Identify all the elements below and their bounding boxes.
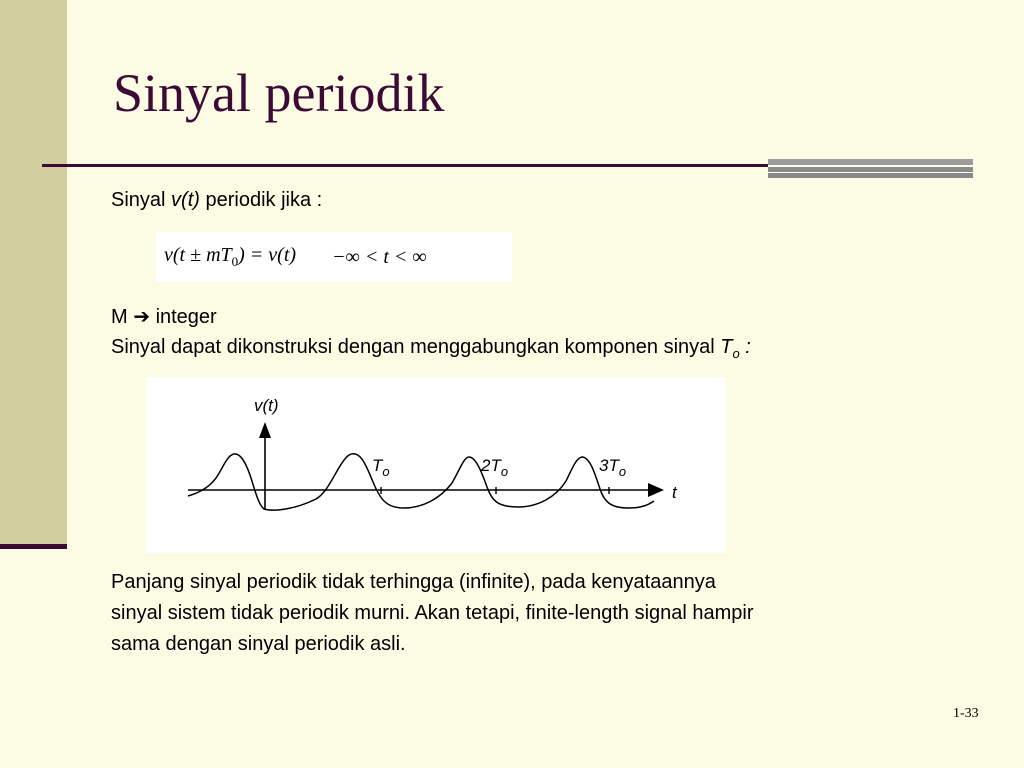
construct-colon: : xyxy=(739,336,751,358)
paragraph-line: sama dengan sinyal periodik asli. xyxy=(111,633,406,655)
x-axis-arrow-icon xyxy=(648,483,664,497)
periodic-signal-graph xyxy=(146,377,726,553)
m-text: integer xyxy=(155,306,217,328)
formula-subscript: 0 xyxy=(231,254,239,269)
periodic-signal-figure xyxy=(146,377,726,553)
left-accent-bar xyxy=(0,544,67,549)
y-axis-arrow-icon xyxy=(259,422,271,438)
construct-variable: T xyxy=(720,336,733,358)
m-label: M xyxy=(111,306,128,328)
period-label-1: $T_o$ xyxy=(372,456,390,479)
left-decorative-band xyxy=(0,0,67,548)
construct-subscript: o xyxy=(732,346,740,361)
formula-right: ) = v(t) xyxy=(238,244,297,266)
explanation-paragraph xyxy=(111,567,754,660)
signal-waveform xyxy=(188,454,654,510)
paragraph-line: Panjang sinyal periodik tidak terhingga (infinite), pada kenyataannya xyxy=(111,571,716,593)
m-integer-line xyxy=(111,305,217,329)
intro-line xyxy=(111,188,322,212)
right-arrow-icon: ➔ xyxy=(133,306,150,328)
periodicity-formula xyxy=(156,232,512,282)
title-divider xyxy=(42,164,770,167)
page-number: 1-33 xyxy=(953,706,979,721)
construct-line xyxy=(111,335,751,366)
intro-suffix: periodik jika : xyxy=(199,189,323,211)
intro-variable: v(t) xyxy=(171,189,200,211)
intro-prefix: Sinyal xyxy=(111,189,172,211)
slide-title: Sinyal periodik xyxy=(113,63,445,123)
x-axis-label: t xyxy=(672,483,677,502)
divider-accent-block xyxy=(768,159,973,178)
formula-equation xyxy=(164,244,296,270)
paragraph-line: sinyal sistem tidak periodik murni. Akan tetapi, finite-length signal hampir xyxy=(111,602,754,624)
y-axis-label: v(t) xyxy=(254,396,279,415)
formula-left: v(t ± mT xyxy=(164,244,232,266)
construct-text: Sinyal dapat dikonstruksi dengan menggabungkan komponen sinyal xyxy=(111,336,721,358)
period-label-3: $3T_o$ xyxy=(599,456,627,479)
formula-range: −∞ < t < ∞ xyxy=(332,245,427,268)
period-label-2: $2T_o$ xyxy=(481,456,509,479)
